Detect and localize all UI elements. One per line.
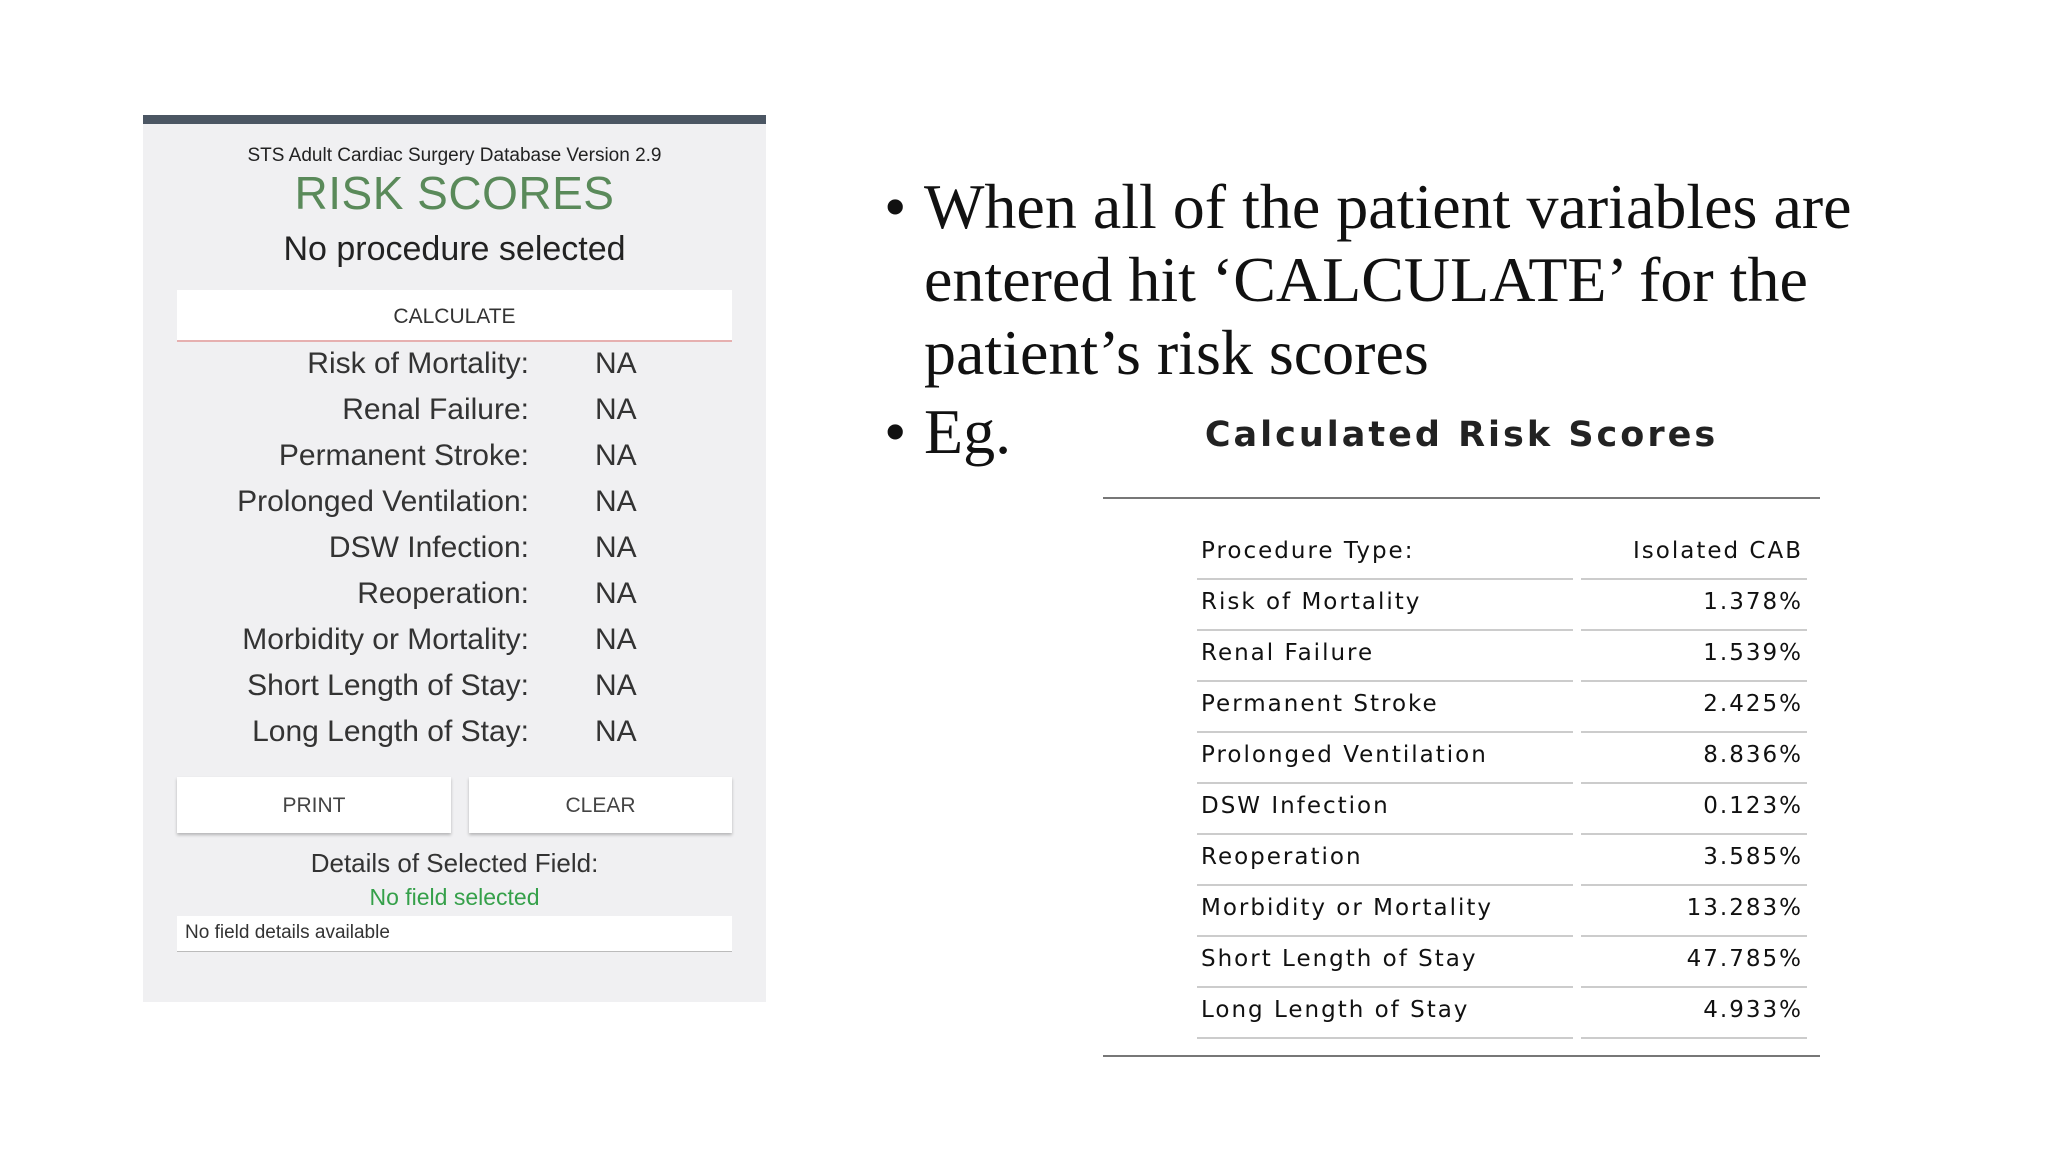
score-row-dsw-infection xyxy=(177,531,732,577)
table-row xyxy=(1197,683,1807,734)
field-details-box: No field details available xyxy=(177,916,732,952)
score-row-renal-failure xyxy=(177,393,732,439)
table-cell-value: 1.539% xyxy=(1581,640,1807,682)
score-value: NA xyxy=(595,439,637,472)
score-row-risk-of-mortality xyxy=(177,347,732,393)
table-row xyxy=(1197,530,1807,581)
table-cell-value: 8.836% xyxy=(1581,742,1807,784)
divider xyxy=(1103,1055,1820,1057)
table-row xyxy=(1197,785,1807,836)
table-cell-value: 13.283% xyxy=(1581,895,1807,937)
score-label: Renal Failure: xyxy=(342,393,529,426)
score-label: Risk of Mortality: xyxy=(307,347,529,380)
details-heading: Details of Selected Field: xyxy=(310,848,599,878)
table-cell-value: 0.123% xyxy=(1581,793,1807,835)
selected-field-label: No field selected xyxy=(369,884,540,910)
score-value: NA xyxy=(595,393,637,426)
bullet-item xyxy=(880,170,2000,389)
bullet-icon: • xyxy=(884,396,907,467)
table-row xyxy=(1197,836,1807,887)
table-cell-label: Risk of Mortality xyxy=(1197,589,1573,631)
table-cell-label: Prolonged Ventilation xyxy=(1197,742,1573,784)
score-value: NA xyxy=(595,531,637,564)
table-title: Calculated Risk Scores xyxy=(1204,415,1719,455)
score-row-prolonged-ventilation xyxy=(177,485,732,531)
database-version-label: STS Adult Cardiac Surgery Database Version 2.9 xyxy=(247,145,662,166)
bullet-text: When all of the patient variables are entered hit ‘CALCULATE’ for the patient’s risk scores xyxy=(924,171,1852,388)
procedure-status: No procedure selected xyxy=(283,230,626,268)
table-cell-value: 3.585% xyxy=(1581,844,1807,886)
score-label: Permanent Stroke: xyxy=(278,439,529,472)
score-label: Long Length of Stay: xyxy=(252,715,529,748)
score-row-reoperation xyxy=(177,577,732,623)
table-row xyxy=(1197,887,1807,938)
table-cell-label: Procedure Type: xyxy=(1197,538,1573,580)
table-cell-label: Short Length of Stay xyxy=(1197,946,1573,988)
table-cell-value: 1.378% xyxy=(1581,589,1807,631)
table-cell-value: 2.425% xyxy=(1581,691,1807,733)
table-cell-label: Long Length of Stay xyxy=(1197,997,1573,1039)
table-row xyxy=(1197,632,1807,683)
score-row-morbidity-or-mortality xyxy=(177,623,732,669)
table-row xyxy=(1197,581,1807,632)
table-cell-label: Morbidity or Mortality xyxy=(1197,895,1573,937)
table-cell-label: DSW Infection xyxy=(1197,793,1573,835)
table-row xyxy=(1197,734,1807,785)
action-buttons xyxy=(177,777,732,833)
table-row xyxy=(1197,938,1807,989)
score-label: Short Length of Stay: xyxy=(247,669,529,702)
score-value: NA xyxy=(595,577,637,610)
table-row xyxy=(1197,989,1807,1040)
clear-button[interactable]: CLEAR xyxy=(469,777,732,833)
divider xyxy=(1103,497,1820,499)
table-cell-label: Reoperation xyxy=(1197,844,1573,886)
score-value: NA xyxy=(595,669,637,702)
score-row-permanent-stroke xyxy=(177,439,732,485)
score-label: Prolonged Ventilation: xyxy=(237,485,529,518)
bullet-text: Eg. xyxy=(924,396,1012,467)
table-cell-label: Renal Failure xyxy=(1197,640,1573,682)
print-button[interactable]: PRINT xyxy=(177,777,451,833)
score-value: NA xyxy=(595,715,637,748)
score-label: DSW Infection: xyxy=(328,531,529,564)
bullet-icon: • xyxy=(884,171,907,242)
table-cell-value: 47.785% xyxy=(1581,946,1807,988)
table-cell-value: Isolated CAB xyxy=(1581,538,1807,580)
table-cell-value: 4.933% xyxy=(1581,997,1807,1039)
score-value: NA xyxy=(595,623,637,656)
score-value: NA xyxy=(595,347,637,380)
risk-calculator-panel xyxy=(143,115,766,1002)
table-cell-label: Permanent Stroke xyxy=(1197,691,1573,733)
score-value: NA xyxy=(595,485,637,518)
score-label: Reoperation: xyxy=(357,577,529,610)
score-row-long-length-of-stay xyxy=(177,715,732,761)
risk-scores-title: RISK SCORES xyxy=(294,167,615,219)
score-row-short-length-of-stay xyxy=(177,669,732,715)
calculate-button[interactable]: CALCULATE xyxy=(177,290,732,342)
score-label: Morbidity or Mortality: xyxy=(242,623,529,656)
